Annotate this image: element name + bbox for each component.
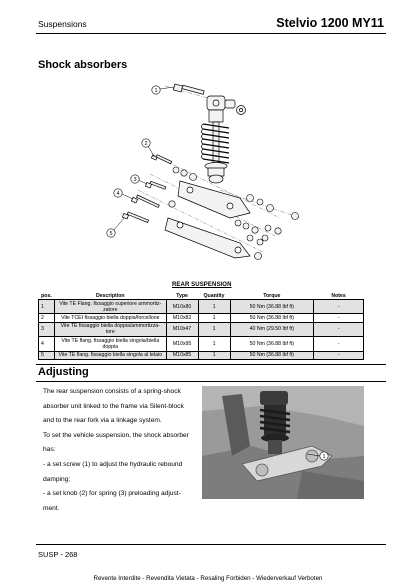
cell-quantity: 1	[198, 337, 230, 351]
double-link	[178, 181, 250, 218]
cell-torque: 50 Nm (36.88 lbf ft)	[230, 314, 314, 322]
column-header: pos.	[39, 292, 55, 300]
cell-notes: -	[314, 351, 364, 359]
footer-rule	[36, 544, 386, 545]
adjusting-description	[43, 385, 205, 516]
cell-type: M10x80	[166, 300, 198, 314]
cell-notes: -	[314, 314, 364, 322]
adjusting-line: damping;	[43, 475, 71, 483]
cell-torque: 50 Nm (36.88 lbf ft)	[230, 300, 314, 314]
bolt-3	[145, 181, 165, 189]
cell-notes: -	[314, 300, 364, 314]
bolt-2	[151, 155, 171, 164]
cell-quantity: 1	[198, 300, 230, 314]
cell-torque: 50 Nm (36.88 lbf ft)	[230, 351, 314, 359]
adjusting-line: - a set knob (2) for spring (3) preloading adjust-	[43, 490, 181, 498]
adjusting-line: and to the rear fork via a linkage system.	[43, 417, 162, 425]
photo-callout-1: 1	[322, 454, 326, 460]
shock-absorbers-heading: Shock absorbers	[38, 59, 128, 71]
adjusting-bottom-rule	[36, 381, 386, 382]
header-section-name: Suspensions	[38, 19, 87, 29]
column-header: Torque	[230, 292, 314, 300]
cell-quantity: 1	[198, 351, 230, 359]
resale-notice: Revente Interdite - Revendita Vietata - Resaling Forbiden - Wiederverkauf Verboten	[93, 575, 323, 582]
callout-1: 1	[154, 88, 158, 94]
table-row	[39, 300, 364, 314]
cell-type: M10x82	[166, 314, 198, 322]
cell-type: M10x85	[166, 351, 198, 359]
table-row	[39, 322, 364, 336]
column-header: Type	[166, 292, 198, 300]
header-model-name: Stelvio 1200 MY11	[276, 16, 384, 30]
cell-description: Vite TCEI fissaggio biella doppia/forcellone	[54, 314, 166, 322]
cell-pos: 5	[39, 351, 55, 359]
bolt-4	[131, 195, 159, 207]
cell-pos: 2	[39, 314, 55, 322]
cell-description: Vite TE fissaggio biella doppia/ammortizza-tore	[54, 322, 166, 336]
cell-type: M10x95	[166, 337, 198, 351]
cell-pos: 4	[39, 337, 55, 351]
callout-5: 5	[109, 231, 113, 237]
adjusting-heading: Adjusting	[38, 366, 89, 378]
adjusting-line: has:	[43, 446, 56, 454]
column-header: Quantity	[198, 292, 230, 300]
cell-description: Vite TE flang. fissaggio biella singola al telaio	[54, 351, 166, 359]
bolt-5	[122, 212, 148, 223]
table-row	[39, 337, 364, 351]
cell-pos: 3	[39, 322, 55, 336]
adjusting-line: To set the vehicle suspension, the shock absorber	[43, 431, 189, 439]
callout-4: 4	[116, 191, 120, 197]
column-header: Notes	[314, 292, 364, 300]
adjusting-line: The rear suspension consists of a spring-shock	[43, 388, 181, 395]
adjusting-line: absorber unit linked to the frame via Silent-block	[43, 402, 184, 410]
header-rule	[36, 33, 386, 34]
table-row	[39, 314, 364, 322]
cell-quantity: 1	[198, 322, 230, 336]
adjusting-line: - a set screw (1) to adjust the hydraulic rebound	[43, 460, 183, 468]
table-row	[39, 351, 364, 359]
rear-suspension-table	[38, 292, 364, 360]
cell-description: Vite TE flang. fissaggio biella singola/biella doppia	[54, 337, 166, 351]
rear-suspension-caption: REAR SUSPENSION	[172, 282, 232, 288]
cell-description: Vite TE Flang. fissaggio superiore ammortiz-zatore	[54, 300, 166, 314]
cell-torque: 40 Nm (29.50 lbf ft)	[230, 322, 314, 336]
shock-absorber-exploded-diagram	[90, 78, 335, 268]
column-header: Description	[54, 292, 166, 300]
cell-notes: -	[314, 322, 364, 336]
callout-2: 2	[144, 141, 148, 147]
page-number: SUSP - 268	[38, 550, 78, 559]
callout-3: 3	[133, 177, 137, 183]
cell-type: M10x47	[166, 322, 198, 336]
rear-suspension-photo	[202, 386, 364, 499]
adjusting-line: ment.	[43, 504, 60, 512]
cell-torque: 50 Nm (36.88 lbf ft)	[230, 337, 314, 351]
cell-pos: 1	[39, 300, 55, 314]
cell-notes: -	[314, 337, 364, 351]
cell-quantity: 1	[198, 314, 230, 322]
adjusting-top-rule	[36, 364, 386, 365]
table-header-row	[39, 292, 364, 300]
